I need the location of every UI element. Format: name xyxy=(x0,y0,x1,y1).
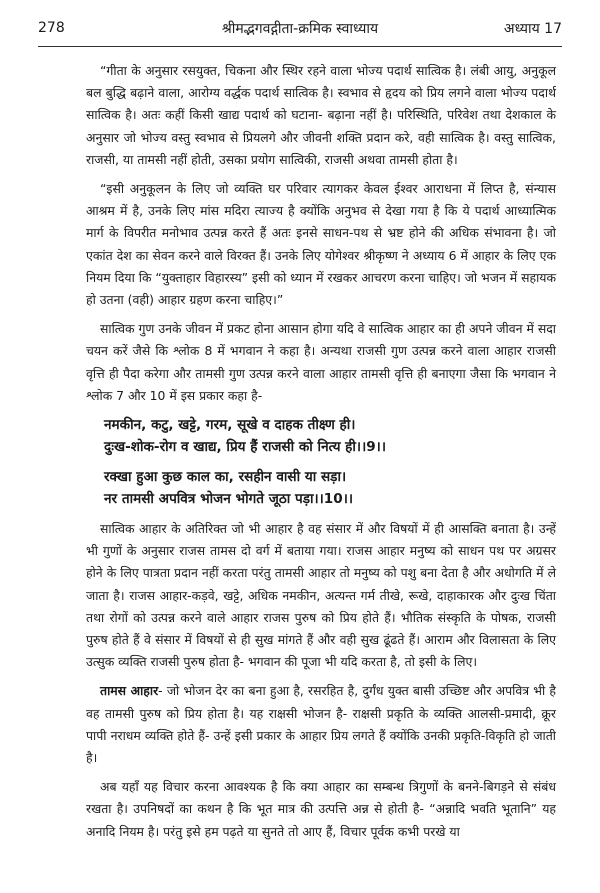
paragraph-1: “गीता के अनुसार रसयुक्त, चिकना और स्थिर रहने वाला भोज्य पदार्थ सात्विक है। लंबी आयु, अनुकूल बल बुद्धि बढ़ाने वाला, आरोग्य वर्द्धक पदार्थ सात्विक है। स्वभाव से हृदय को प्रिय लगने वाला भोज्य पदार्थ सात्विक है। अतः कहीं किसी खाद्य पदार्थ को घटाना- बढ़ाना नहीं है। परिस्थिति, परिवेश तथा देशकाल के अनुसार जो भोज्य वस्तु स्वभाव से प्रियलगे और जीवनी शक्ति प्रदान करे, वही सात्विक है। वस्तु सात्विक, राजसी, या तामसी नहीं होती, उसका प्रयोग सात्विकी, राजसी अथवा तामसी होता है। xyxy=(86,63,556,167)
paragraph-4: सात्विक आहार के अतिरिक्त जो भी आहार है वह संसार में और विषयों में ही आसक्ति बनाता है। उन्हें भी गुणों के अनुसार राजस तामस दो वर्ग में बताया गया। राजस आहार मनुष्य को साधन पथ पर अग्रसर होने के लिए पात्रता प्रदान नहीं करता परंतु तामसी आहार तो मनुष्य को पशु बना देता है और अधोगति में ले जाता है। राजस आहार-कड़वे, खट्टे, अधिक नमकीन, अत्यन्त गर्म तीखे, रूखे, दाहाकारक और दुःख चिंता तथा रोगों को उत्पन्न करने वाले आहार राजस पुरुष को प्रिय होते हैं। भौतिक संस्कृति के पोषक, राजसी पुरुष होते हैं वे संसार में विषयों से ही सुख मांगते हैं और वही सुख ढूंढते हैं। आराम और विलासता के लिए उत्सुक व्यक्ति राजसी पुरुष होता है- भगवान की पूजा भी यदि करता है, तो इसी के लिए। xyxy=(86,521,556,670)
paragraph-last: अब यहाँ यह विचार करना आवश्यक है कि क्या आहार का सम्बन्ध त्रिगुणों के बनने-बिगड़ने से संबंध रखता है। उपनिषदों का कथन है कि भूत मात्र की उत्पत्ति अन्न से होती है- “अन्नादि भवति भूतानि” यह अनादि नियम है। परंतु इसे हम पढ़ते या सुनते तो आए हैं, विचार पूर्वक कभी परखे या xyxy=(86,779,556,839)
paragraph-3: सात्विक गुण उनके जीवन में प्रकट होना आसान होगा यदि वे सात्विक आहार का ही अपने जीवन में सदा चयन करें जैसे कि श्लोक 8 में भगवान ने कहा है। अन्यथा राजसी गुण उत्पन्न करने वाला आहार राजसी वृत्ति ही पैदा करेगा और तामसी गुण उत्पन्न करने वाला आहार तामसी वृत्ति ही बनाएगा जैसा कि भगवान ने श्लोक 7 और 10 में इस प्रकार कहा है- xyxy=(86,321,556,403)
tamas-text: - जो भोजन देर का बना हुआ है, रसरहित है, दुर्गंध युक्त बासी उच्छिष्ट और अपवित्र भी है वह तामसी पुरुष को प्रिय होता है। यह राक्षसी भोजन है- राक्षसी प्रकृति के व्यक्ति आलसी-प्रमादी, क्रूर पापी नराधम व्यक्ति होते हैं- उन्हें इसी प्रकार के आहार प्रिय लगते हैं क्योंकि उनकी प्रकृति-विकृति हो जाती है। xyxy=(86,683,556,766)
header-rule xyxy=(38,46,562,47)
verse-block xyxy=(104,414,556,510)
verse-9 xyxy=(104,414,556,458)
verse-10 xyxy=(104,466,556,510)
verse-line: नमकीन, कटु, खट्टे, गरम, सूखे व दाहक तीक्ष्ण ही। xyxy=(104,417,356,434)
verse-line: रक्खा हुआ कुछ काल का, रसहीन वासी या सड़ा। xyxy=(104,469,347,486)
chapter-label: अध्याय 17 xyxy=(503,20,562,37)
page-body xyxy=(86,60,556,850)
paragraph-tamas xyxy=(86,680,556,769)
running-title: श्रीमद्भगवद्गीता-क्रमिक स्वाध्याय xyxy=(221,20,379,37)
tamas-heading: तामस आहार xyxy=(100,683,159,699)
page-number: 278 xyxy=(38,20,65,36)
verse-line: दुःख-शोक-रोग व खाद्य, प्रिय हैं राजसी को नित्य ही।।9।। xyxy=(104,439,386,456)
paragraph-2: “इसी अनुकूलन के लिए जो व्यक्ति घर परिवार त्यागकर केवल ईश्वर आराधना में लिप्त है, संन्यास आश्रम में है, उनके लिए मांस मदिरा त्याज्य है क्योंकि अनुभव से देखा गया है कि ये पदार्थ आध्यात्मिक मार्ग के विपरीत मनोभाव उत्पन्न करते हैं अतः इनसे साधन-पथ से भ्रष्ट होने की अधिक संभावना है। जो एकांत देश का सेवन करने वाले विरक्त हैं। उनके लिए योगेश्वर श्रीकृष्ण ने अध्याय 6 में आहार के लिए एक नियम दिया कि “युक्ताहार विहारस्य” इसी को ध्यान में रखकर आचरण करना चाहिए। जो भजन में सहायक हो उतना (वही) आहार ग्रहण करना चाहिए।” xyxy=(86,181,556,308)
verse-line: नर तामसी अपवित्र भोजन भोगते जूठा पड़ा।।10।। xyxy=(104,491,354,508)
page-header xyxy=(38,14,562,42)
